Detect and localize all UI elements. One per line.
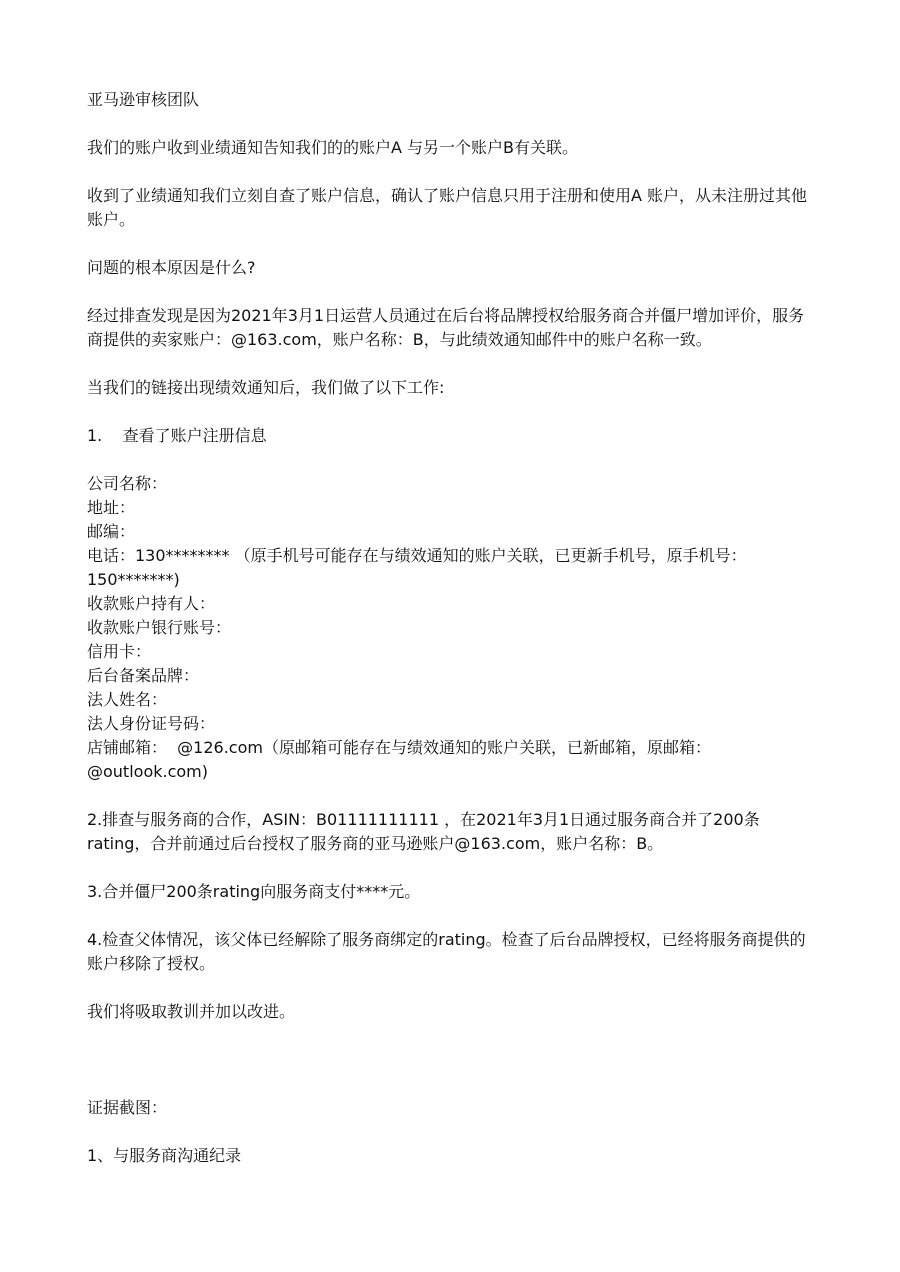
- document-body: [87, 88, 817, 1192]
- paragraph-actions-intro: 当我们的链接出现绩效通知后，我们做了以下工作:: [87, 378, 445, 397]
- action-item-1: 1. 查看了账户注册信息: [87, 426, 267, 445]
- field-store-email: 店铺邮箱： @126.com（原邮箱可能存在与绩效通知的账户关联，已新邮箱，原邮箱：@outlook.com): [87, 738, 711, 781]
- paragraph-investigation: 经过排查发现是因为2021年3月1日运营人员通过在后台将品牌授权给服务商合并僵尸增加评价，服务商提供的卖家账户：@163.com，账户名称：B，与此绩效通知邮件中的账户名称一致。: [87, 306, 805, 349]
- spacer: [87, 1048, 817, 1096]
- action-item-3: 3.合并僵尸200条rating向服务商支付****元。: [87, 882, 421, 901]
- field-brand: 后台备案品牌：: [87, 666, 200, 685]
- action-item-4: 4.检查父体情况，该父体已经解除了服务商绑定的rating。检查了后台品牌授权，已经将服务商提供的账户移除了授权。: [87, 930, 806, 973]
- field-payee: 收款账户持有人：: [87, 594, 216, 613]
- field-credit-card: 信用卡：: [87, 642, 152, 661]
- field-phone: 电话：130******** （原手机号可能存在与绩效通知的账户关联，已更新手机号，原手机号：150*******): [87, 546, 747, 589]
- question-root-cause: 问题的根本原因是什么?: [87, 258, 256, 277]
- field-bank-account: 收款账户银行账号：: [87, 618, 232, 637]
- field-postcode: 邮编：: [87, 522, 136, 541]
- paragraph-notice: 我们的账户收到业绩通知告知我们的的账户A 与另一个账户B有关联。: [87, 138, 579, 157]
- paragraph-self-check: 收到了业绩通知我们立刻自查了账户信息，确认了账户信息只用于注册和使用A 账户，从未注册过其他账户。: [87, 186, 808, 229]
- evidence-title: 证据截图：: [87, 1098, 168, 1117]
- closing-statement: 我们将吸取教训并加以改进。: [87, 1002, 296, 1021]
- account-info-list: [87, 472, 817, 784]
- field-legal-name: 法人姓名：: [87, 690, 168, 709]
- evidence-item-1: 1、与服务商沟通纪录: [87, 1146, 242, 1165]
- field-address: 地址：: [87, 498, 136, 517]
- greeting: 亚马逊审核团队: [87, 90, 200, 109]
- field-company-name: 公司名称：: [87, 474, 168, 493]
- action-item-2: 2.排查与服务商的合作，ASIN：B01111111111 ，在2021年3月1日通过服务商合并了200条rating，合并前通过后台授权了服务商的亚马逊账户@163.com，账户名称：B。: [87, 810, 760, 853]
- field-legal-id: 法人身份证号码：: [87, 714, 216, 733]
